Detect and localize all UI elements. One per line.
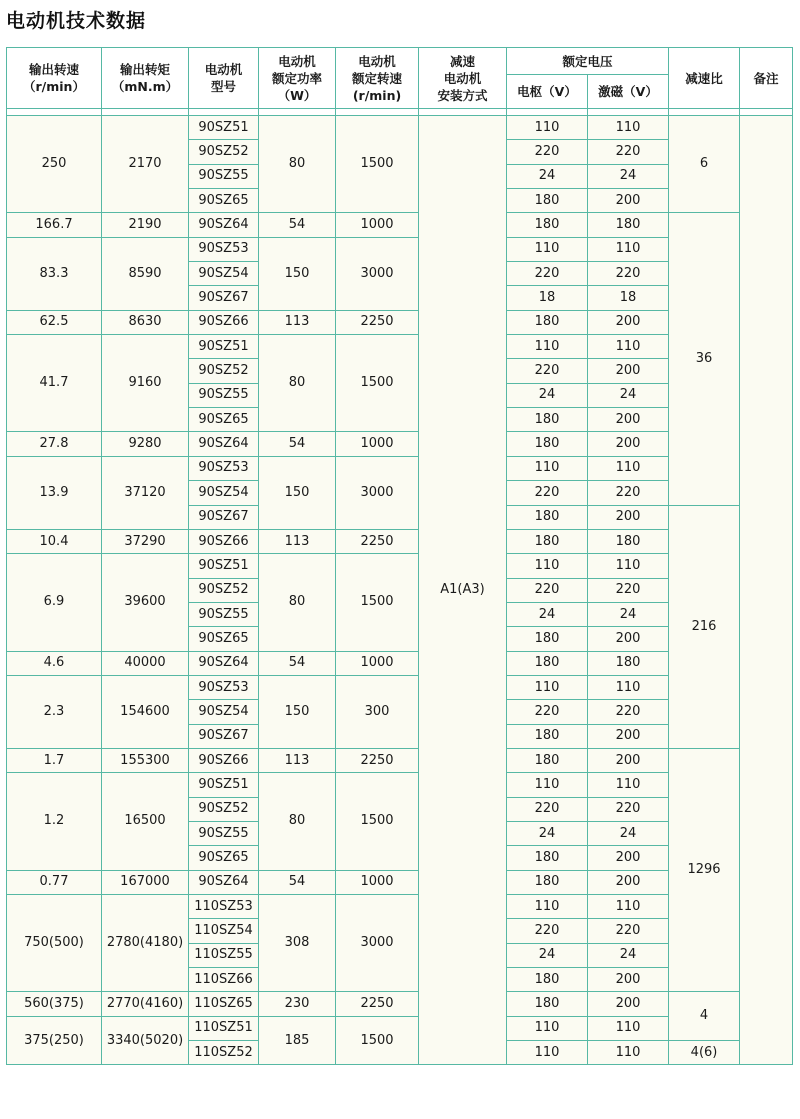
field-voltage-cell: 220 bbox=[588, 578, 669, 602]
rated-power-cell: 54 bbox=[259, 432, 336, 456]
page-title: 电动机技术数据 bbox=[6, 10, 147, 32]
output-speed-cell: 1.2 bbox=[7, 773, 102, 870]
output-torque-cell: 37120 bbox=[102, 456, 189, 529]
rated-speed-cell: 3000 bbox=[336, 456, 419, 529]
rated-power-cell: 54 bbox=[259, 213, 336, 237]
motor-model-cell: 110SZ51 bbox=[189, 1016, 259, 1040]
rated-speed-cell: 3000 bbox=[336, 895, 419, 992]
field-voltage-cell: 110 bbox=[588, 335, 669, 359]
rated-speed-cell: 2250 bbox=[336, 529, 419, 553]
motor-model-cell: 90SZ66 bbox=[189, 310, 259, 334]
field-voltage-cell: 200 bbox=[588, 846, 669, 870]
armature-voltage-cell: 24 bbox=[507, 383, 588, 407]
rated-speed-cell: 1500 bbox=[336, 773, 419, 870]
field-voltage-cell: 110 bbox=[588, 1016, 669, 1040]
header-reduction-ratio: 减速比 bbox=[669, 48, 740, 109]
rated-power-cell: 54 bbox=[259, 870, 336, 894]
field-voltage-cell: 200 bbox=[588, 724, 669, 748]
field-voltage-cell: 110 bbox=[588, 895, 669, 919]
armature-voltage-cell: 220 bbox=[507, 578, 588, 602]
output-torque-cell: 2770(4160) bbox=[102, 992, 189, 1016]
motor-model-cell: 90SZ53 bbox=[189, 237, 259, 261]
rated-speed-cell: 1500 bbox=[336, 116, 419, 213]
rated-speed-cell: 1500 bbox=[336, 335, 419, 432]
rated-speed-cell: 1000 bbox=[336, 213, 419, 237]
field-voltage-cell: 220 bbox=[588, 797, 669, 821]
output-torque-cell: 40000 bbox=[102, 651, 189, 675]
reduction-ratio-cell: 4 bbox=[669, 992, 740, 1041]
rated-power-cell: 80 bbox=[259, 335, 336, 432]
reduction-ratio-cell: 36 bbox=[669, 213, 740, 505]
header-mount-type: 减速 电动机 安装方式 bbox=[419, 48, 507, 109]
motor-model-cell: 90SZ67 bbox=[189, 724, 259, 748]
output-torque-cell: 9280 bbox=[102, 432, 189, 456]
field-voltage-cell: 200 bbox=[588, 968, 669, 992]
rated-power-cell: 80 bbox=[259, 116, 336, 213]
motor-model-cell: 90SZ51 bbox=[189, 335, 259, 359]
field-voltage-cell: 24 bbox=[588, 383, 669, 407]
armature-voltage-cell: 110 bbox=[507, 895, 588, 919]
armature-voltage-cell: 180 bbox=[507, 189, 588, 213]
field-voltage-cell: 200 bbox=[588, 748, 669, 772]
field-voltage-cell: 220 bbox=[588, 700, 669, 724]
motor-model-cell: 90SZ65 bbox=[189, 846, 259, 870]
reduction-ratio-cell: 1296 bbox=[669, 748, 740, 991]
rated-power-cell: 113 bbox=[259, 529, 336, 553]
motor-model-cell: 90SZ66 bbox=[189, 748, 259, 772]
armature-voltage-cell: 110 bbox=[507, 773, 588, 797]
output-speed-cell: 250 bbox=[7, 116, 102, 213]
field-voltage-cell: 24 bbox=[588, 943, 669, 967]
field-voltage-cell: 180 bbox=[588, 651, 669, 675]
field-voltage-cell: 110 bbox=[588, 554, 669, 578]
rated-power-cell: 150 bbox=[259, 456, 336, 529]
armature-voltage-cell: 220 bbox=[507, 140, 588, 164]
armature-voltage-cell: 110 bbox=[507, 237, 588, 261]
armature-voltage-cell: 220 bbox=[507, 481, 588, 505]
output-speed-cell: 1.7 bbox=[7, 748, 102, 772]
motor-model-cell: 90SZ55 bbox=[189, 164, 259, 188]
mount-type-cell: A1(A3) bbox=[419, 116, 507, 1065]
rated-power-cell: 113 bbox=[259, 748, 336, 772]
armature-voltage-cell: 110 bbox=[507, 1041, 588, 1065]
motor-model-cell: 110SZ66 bbox=[189, 968, 259, 992]
header-rated-speed: 电动机 额定转速 (r/min) bbox=[336, 48, 419, 109]
output-torque-cell: 3340(5020) bbox=[102, 1016, 189, 1065]
field-voltage-cell: 200 bbox=[588, 189, 669, 213]
field-voltage-cell: 200 bbox=[588, 408, 669, 432]
output-speed-cell: 4.6 bbox=[7, 651, 102, 675]
field-voltage-cell: 200 bbox=[588, 505, 669, 529]
motor-model-cell: 90SZ67 bbox=[189, 286, 259, 310]
motor-model-cell: 90SZ52 bbox=[189, 797, 259, 821]
motor-model-cell: 90SZ53 bbox=[189, 456, 259, 480]
rated-power-cell: 230 bbox=[259, 992, 336, 1016]
motor-model-cell: 110SZ52 bbox=[189, 1041, 259, 1065]
output-speed-cell: 62.5 bbox=[7, 310, 102, 334]
rated-speed-cell: 300 bbox=[336, 675, 419, 748]
armature-voltage-cell: 110 bbox=[507, 335, 588, 359]
motor-model-cell: 90SZ52 bbox=[189, 359, 259, 383]
header-rated-voltage: 额定电压 bbox=[507, 48, 669, 75]
output-torque-cell: 154600 bbox=[102, 675, 189, 748]
output-torque-cell: 2780(4180) bbox=[102, 895, 189, 992]
field-voltage-cell: 110 bbox=[588, 456, 669, 480]
field-voltage-cell: 24 bbox=[588, 821, 669, 845]
armature-voltage-cell: 180 bbox=[507, 627, 588, 651]
reduction-ratio-cell: 6 bbox=[669, 116, 740, 213]
motor-model-cell: 90SZ55 bbox=[189, 821, 259, 845]
header-remark: 备注 bbox=[740, 48, 793, 109]
table-row bbox=[7, 116, 793, 140]
field-voltage-cell: 220 bbox=[588, 919, 669, 943]
header-field-voltage: 激磁（V） bbox=[588, 75, 669, 109]
rated-power-cell: 80 bbox=[259, 554, 336, 651]
output-speed-cell: 375(250) bbox=[7, 1016, 102, 1065]
rated-speed-cell: 1000 bbox=[336, 651, 419, 675]
field-voltage-cell: 220 bbox=[588, 481, 669, 505]
field-voltage-cell: 24 bbox=[588, 164, 669, 188]
output-torque-cell: 37290 bbox=[102, 529, 189, 553]
motor-model-cell: 110SZ65 bbox=[189, 992, 259, 1016]
armature-voltage-cell: 220 bbox=[507, 700, 588, 724]
motor-model-cell: 90SZ64 bbox=[189, 870, 259, 894]
armature-voltage-cell: 180 bbox=[507, 968, 588, 992]
output-speed-cell: 750(500) bbox=[7, 895, 102, 992]
output-torque-cell: 167000 bbox=[102, 870, 189, 894]
motor-model-cell: 90SZ52 bbox=[189, 578, 259, 602]
rated-speed-cell: 1000 bbox=[336, 870, 419, 894]
header-armature-voltage: 电枢（V） bbox=[507, 75, 588, 109]
rated-speed-cell: 2250 bbox=[336, 748, 419, 772]
motor-model-cell: 90SZ52 bbox=[189, 140, 259, 164]
motor-model-cell: 90SZ64 bbox=[189, 213, 259, 237]
motor-data-table bbox=[6, 47, 793, 1065]
armature-voltage-cell: 180 bbox=[507, 408, 588, 432]
motor-model-cell: 90SZ65 bbox=[189, 627, 259, 651]
reduction-ratio-cell: 4(6) bbox=[669, 1041, 740, 1065]
rated-speed-cell: 1500 bbox=[336, 554, 419, 651]
armature-voltage-cell: 24 bbox=[507, 602, 588, 626]
motor-model-cell: 90SZ65 bbox=[189, 189, 259, 213]
field-voltage-cell: 200 bbox=[588, 870, 669, 894]
field-voltage-cell: 200 bbox=[588, 310, 669, 334]
motor-model-cell: 90SZ55 bbox=[189, 383, 259, 407]
armature-voltage-cell: 180 bbox=[507, 310, 588, 334]
reduction-ratio-cell: 216 bbox=[669, 505, 740, 748]
armature-voltage-cell: 180 bbox=[507, 213, 588, 237]
rated-speed-cell: 2250 bbox=[336, 992, 419, 1016]
field-voltage-cell: 110 bbox=[588, 116, 669, 140]
motor-model-cell: 90SZ64 bbox=[189, 432, 259, 456]
armature-voltage-cell: 110 bbox=[507, 1016, 588, 1040]
table-row bbox=[7, 992, 793, 1016]
header-rated-power: 电动机 额定功率 （W） bbox=[259, 48, 336, 109]
rated-speed-cell: 2250 bbox=[336, 310, 419, 334]
field-voltage-cell: 200 bbox=[588, 992, 669, 1016]
table-row bbox=[7, 748, 793, 772]
output-speed-cell: 83.3 bbox=[7, 237, 102, 310]
motor-model-cell: 90SZ54 bbox=[189, 262, 259, 286]
armature-voltage-cell: 110 bbox=[507, 116, 588, 140]
armature-voltage-cell: 220 bbox=[507, 359, 588, 383]
rated-power-cell: 80 bbox=[259, 773, 336, 870]
armature-voltage-cell: 18 bbox=[507, 286, 588, 310]
output-speed-cell: 13.9 bbox=[7, 456, 102, 529]
armature-voltage-cell: 180 bbox=[507, 846, 588, 870]
output-speed-cell: 166.7 bbox=[7, 213, 102, 237]
field-voltage-cell: 220 bbox=[588, 140, 669, 164]
output-torque-cell: 2190 bbox=[102, 213, 189, 237]
field-voltage-cell: 220 bbox=[588, 262, 669, 286]
motor-model-cell: 110SZ55 bbox=[189, 943, 259, 967]
output-torque-cell: 39600 bbox=[102, 554, 189, 651]
motor-model-cell: 110SZ53 bbox=[189, 895, 259, 919]
rated-speed-cell: 1000 bbox=[336, 432, 419, 456]
rated-power-cell: 185 bbox=[259, 1016, 336, 1065]
output-torque-cell: 9160 bbox=[102, 335, 189, 432]
header-output-torque: 输出转矩 （mN.m） bbox=[102, 48, 189, 109]
field-voltage-cell: 200 bbox=[588, 432, 669, 456]
field-voltage-cell: 110 bbox=[588, 237, 669, 261]
field-voltage-cell: 180 bbox=[588, 213, 669, 237]
armature-voltage-cell: 180 bbox=[507, 870, 588, 894]
field-voltage-cell: 18 bbox=[588, 286, 669, 310]
motor-model-cell: 90SZ66 bbox=[189, 529, 259, 553]
remark-cell bbox=[740, 116, 793, 1065]
armature-voltage-cell: 24 bbox=[507, 943, 588, 967]
output-torque-cell: 16500 bbox=[102, 773, 189, 870]
header-output-speed: 输出转速 （r/min） bbox=[7, 48, 102, 109]
field-voltage-cell: 110 bbox=[588, 773, 669, 797]
rated-power-cell: 113 bbox=[259, 310, 336, 334]
output-torque-cell: 8630 bbox=[102, 310, 189, 334]
motor-model-cell: 90SZ51 bbox=[189, 554, 259, 578]
armature-voltage-cell: 180 bbox=[507, 992, 588, 1016]
field-voltage-cell: 180 bbox=[588, 529, 669, 553]
armature-voltage-cell: 180 bbox=[507, 505, 588, 529]
output-speed-cell: 41.7 bbox=[7, 335, 102, 432]
output-speed-cell: 2.3 bbox=[7, 675, 102, 748]
field-voltage-cell: 110 bbox=[588, 1041, 669, 1065]
armature-voltage-cell: 180 bbox=[507, 651, 588, 675]
rated-speed-cell: 1500 bbox=[336, 1016, 419, 1065]
rated-power-cell: 308 bbox=[259, 895, 336, 992]
rated-speed-cell: 3000 bbox=[336, 237, 419, 310]
field-voltage-cell: 24 bbox=[588, 602, 669, 626]
motor-model-cell: 110SZ54 bbox=[189, 919, 259, 943]
output-speed-cell: 0.77 bbox=[7, 870, 102, 894]
armature-voltage-cell: 180 bbox=[507, 529, 588, 553]
rated-power-cell: 150 bbox=[259, 237, 336, 310]
rated-power-cell: 150 bbox=[259, 675, 336, 748]
table-row bbox=[7, 213, 793, 237]
armature-voltage-cell: 220 bbox=[507, 919, 588, 943]
output-speed-cell: 6.9 bbox=[7, 554, 102, 651]
field-voltage-cell: 200 bbox=[588, 627, 669, 651]
armature-voltage-cell: 110 bbox=[507, 456, 588, 480]
output-speed-cell: 10.4 bbox=[7, 529, 102, 553]
field-voltage-cell: 200 bbox=[588, 359, 669, 383]
armature-voltage-cell: 24 bbox=[507, 164, 588, 188]
output-torque-cell: 2170 bbox=[102, 116, 189, 213]
motor-model-cell: 90SZ54 bbox=[189, 481, 259, 505]
rated-power-cell: 54 bbox=[259, 651, 336, 675]
armature-voltage-cell: 110 bbox=[507, 554, 588, 578]
armature-voltage-cell: 180 bbox=[507, 724, 588, 748]
motor-model-cell: 90SZ64 bbox=[189, 651, 259, 675]
motor-model-cell: 90SZ65 bbox=[189, 408, 259, 432]
output-torque-cell: 155300 bbox=[102, 748, 189, 772]
motor-model-cell: 90SZ54 bbox=[189, 700, 259, 724]
header-motor-model: 电动机 型号 bbox=[189, 48, 259, 109]
output-speed-cell: 27.8 bbox=[7, 432, 102, 456]
output-torque-cell: 8590 bbox=[102, 237, 189, 310]
field-voltage-cell: 110 bbox=[588, 675, 669, 699]
armature-voltage-cell: 220 bbox=[507, 262, 588, 286]
motor-model-cell: 90SZ67 bbox=[189, 505, 259, 529]
armature-voltage-cell: 180 bbox=[507, 432, 588, 456]
motor-model-cell: 90SZ51 bbox=[189, 116, 259, 140]
motor-model-cell: 90SZ53 bbox=[189, 675, 259, 699]
motor-model-cell: 90SZ51 bbox=[189, 773, 259, 797]
armature-voltage-cell: 24 bbox=[507, 821, 588, 845]
armature-voltage-cell: 220 bbox=[507, 797, 588, 821]
motor-model-cell: 90SZ55 bbox=[189, 602, 259, 626]
armature-voltage-cell: 180 bbox=[507, 748, 588, 772]
output-speed-cell: 560(375) bbox=[7, 992, 102, 1016]
armature-voltage-cell: 110 bbox=[507, 675, 588, 699]
